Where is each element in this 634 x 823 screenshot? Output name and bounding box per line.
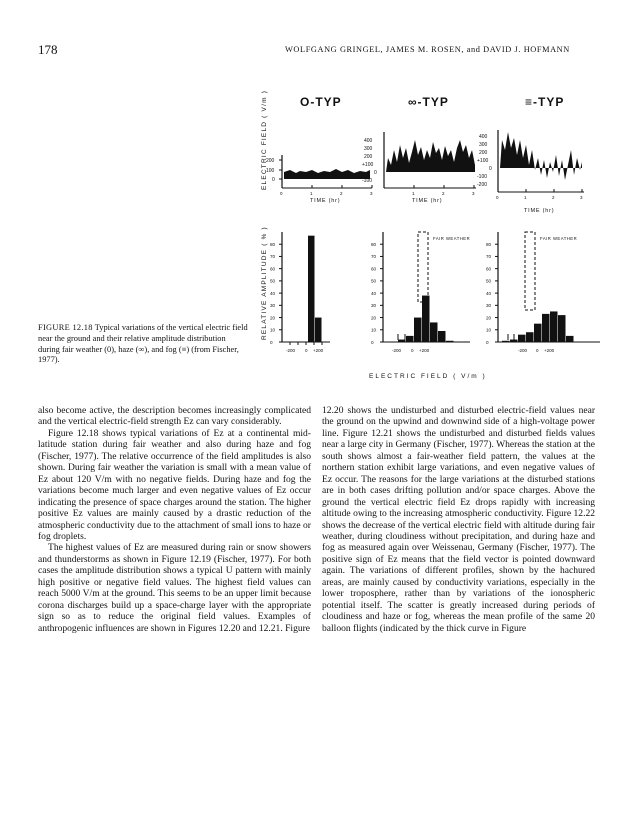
h1-xtick: 0 — [305, 348, 308, 353]
hist-ytick-label: 80 — [486, 242, 492, 248]
histogram-bar — [446, 341, 454, 342]
h1-xtick: -200 — [286, 348, 296, 353]
p1-time-tick: 1 — [310, 191, 313, 196]
hist-ytick-label: 50 — [270, 278, 276, 284]
p2-ytick: 400 — [364, 138, 373, 144]
hist-ytick-label: 60 — [270, 266, 276, 272]
time-series-panel-2 — [362, 132, 476, 204]
hist-ytick-label: 30 — [371, 303, 377, 309]
p3-ytick: 0 — [489, 166, 492, 172]
histogram-bar — [422, 296, 430, 342]
figure-caption-text: Typical variations of the vertical electric field near the ground and their relative amplitude distribution during fair weather (0), haze (∞), and fog (≡) (from Fischer, 1977). — [38, 323, 248, 365]
hist-ytick-label: 30 — [270, 303, 276, 309]
hist-ytick-label: 30 — [486, 303, 492, 309]
p3-ytick: -100 — [477, 174, 488, 180]
hist-ytick-label: 10 — [371, 327, 377, 333]
paragraph: also become active, the description becomes increasingly complicated and the vertical electric-field strength Ez can vary considerably. — [38, 405, 311, 428]
hist-ytick-label: 20 — [486, 315, 492, 321]
title-haze-typ: ∞-TYP — [408, 95, 449, 109]
histogram-bar — [526, 332, 534, 342]
histogram-bar — [558, 315, 566, 342]
histogram-panel-1-axes — [282, 232, 330, 353]
p2-ytick: -100 — [362, 178, 373, 184]
h3-xtick: -200 — [518, 348, 528, 353]
p3-time-tick: 3 — [580, 195, 583, 200]
h2-xtick: 0 — [411, 348, 414, 353]
body-column-right — [322, 405, 595, 634]
p1-ytick: 200 — [266, 158, 275, 164]
p3-ytick: 400 — [479, 134, 488, 140]
h2-fair-weather-label: FAIR WEATHER — [433, 236, 471, 241]
hist-ytick-label: 40 — [371, 290, 377, 296]
p3-ytick: 200 — [479, 150, 488, 156]
title-fog-typ: ≡-TYP — [525, 95, 565, 109]
p1-ytick: 0 — [272, 177, 275, 183]
body-column-left — [38, 405, 311, 634]
page-number: 178 — [38, 42, 58, 57]
figure-caption — [38, 323, 248, 366]
top-ylabel: ELECTRIC FIELD ( V/m ) — [261, 89, 268, 190]
hist-ytick-label: 80 — [371, 242, 377, 248]
histogram-bar — [414, 318, 422, 342]
bottom-ylabel: RELATIVE AMPLITUDE ( % ) — [261, 226, 268, 340]
histogram-bar — [430, 322, 438, 342]
p3-time-tick: 0 — [496, 195, 499, 200]
p3-time-label: TIME (hr) — [524, 208, 555, 214]
p2-ytick: 0 — [374, 170, 377, 176]
hist-ytick-label: 60 — [486, 266, 492, 272]
histogram-bar — [406, 336, 414, 342]
p3-time-tick: 1 — [524, 195, 527, 200]
histogram-bar — [308, 236, 315, 342]
hist-ytick-label: 0 — [270, 339, 273, 345]
hist-ytick-label: 0 — [486, 339, 489, 345]
h2-xtick: -200 — [392, 348, 402, 353]
hist-ytick-label: 20 — [270, 315, 276, 321]
hist-ytick-label: 40 — [270, 290, 276, 296]
title-o-typ: O-TYP — [300, 95, 342, 109]
p3-ytick: +100 — [477, 158, 489, 164]
hist-ytick-label: 20 — [371, 315, 377, 321]
paragraph: Figure 12.18 shows typical variations of Ez at a continental mid-latitude station during fair weather and also during haze and fog (Fischer, 1977). The relative occurrence of the field amplitudes is also shown. During fair weather the variation is small with a mean value of Ez about 120 V/m with no negative fields. During haze and fog the variations become much larger and even negative values of Ez occur indicating the presence of space charges around the station. The higher positive Ez values are mainly caused by a drastic reduction of the atmospheric conductivity due to the attachment of small ions to haze or fog droplets. — [38, 427, 311, 542]
histogram-bar — [438, 331, 446, 342]
p2-time-tick: 3 — [472, 191, 475, 196]
hist-ytick-label: 70 — [270, 254, 276, 260]
histogram-bar — [566, 336, 574, 342]
p2-time-label: TIME (hr) — [412, 198, 443, 204]
p3-ytick: -200 — [477, 182, 488, 188]
paragraph: The highest values of Ez are measured during rain or snow showers and thunderstorms as shown in Figure 12.19 (Fischer, 1977). For both cases the amplitude distribution shows a typical U pattern with mainly high positive or negative field values. The highest field values can reach 5000 V/m at the ground. This seems to be an upper limit because corona discharges build up a space-charge layer with the appropriate sign so as to reduce the original field values. Examples of anthropogenic influences are shown in Figures 12.20 and 12.21. Figure — [38, 542, 311, 634]
p1-time-tick: 2 — [340, 191, 343, 196]
histogram-bar — [510, 340, 518, 342]
p2-ytick: +100 — [362, 162, 374, 168]
histogram-bar — [502, 341, 510, 342]
histogram-bar — [315, 318, 322, 342]
hist-ytick-label: 50 — [371, 278, 377, 284]
running-header-authors: WOLFGANG GRINGEL, JAMES M. ROSEN, and DAVID J. HOFMANN — [285, 45, 570, 54]
hist-ytick-label: 60 — [371, 266, 377, 272]
histogram-bar — [398, 340, 406, 342]
h1-xtick: +200 — [313, 348, 324, 353]
h3-xtick: +200 — [544, 348, 555, 353]
bottom-xlabel: ELECTRIC FIELD ( V/m ) — [369, 373, 487, 380]
paragraph: 12.20 shows the undisturbed and disturbed electric-field values near the ground on the upwind and downwind side of a high-voltage power line. Figure 12.21 shows the undisturbed and disturbed fields values near a large city in Germany (Fischer, 1977). Whereas the station at the south shows almost a fair-weather field pattern, the values at the northern station exhibit large variations, and even negative values of Ez occur. The reasons for the large variations at the disturbed stations are in both cases drifting pollution and/or space charges. Above the ground the vertical electric field Ez drops rapidly with increasing altitude owing to the increasing atmospheric conductivity. Figure 12.22 shows the decrease of the vertical electric field with altitude during fair weather, during cloudiness without precipitation, and during haze and fog as measured again over Weissenau, Germany (Fischer, 1977). The positive sign of Ez means that the field vector is pointed downward again. The variations of different profiles, shown by the hachured areas, are mainly caused by conductivity variations, especially in the lower troposphere, rather than by variations of the ionospheric potential itself. The scatter is greatly increased during periods of cloudiness and haze or fog, whereas the mean profile of the same 20 balloon flights (indicated by the thick curve in Figure — [322, 405, 595, 634]
figure-caption-number: FIGURE 12.18 — [38, 323, 93, 332]
histogram-bar — [550, 311, 558, 342]
p3-time-tick: 2 — [552, 195, 555, 200]
time-series-panel-1 — [266, 155, 373, 204]
h2-xtick: +200 — [419, 348, 430, 353]
hist-ytick-label: 80 — [270, 242, 276, 248]
hist-ytick-label: 0 — [371, 339, 374, 345]
p2-time-tick: 2 — [442, 191, 445, 196]
histogram-bar — [518, 335, 526, 342]
p1-time-tick: 0 — [280, 191, 283, 196]
p2-ytick: 300 — [364, 146, 373, 152]
p1-ytick: 100 — [266, 168, 275, 174]
h3-xtick: 0 — [536, 348, 539, 353]
p2-ytick: 200 — [364, 154, 373, 160]
p2-time-tick: 1 — [412, 191, 415, 196]
hist-ytick-label: 70 — [486, 254, 492, 260]
time-series-panel-3 — [477, 130, 584, 214]
hist-ytick-label: 70 — [371, 254, 377, 260]
histogram-bar — [534, 324, 542, 342]
hist-ytick-label: 10 — [270, 327, 276, 333]
hist-ytick-label: 40 — [486, 290, 492, 296]
hist-ytick-label: 50 — [486, 278, 492, 284]
h3-fair-weather-label: FAIR WEATHER — [540, 236, 578, 241]
hist-ytick-label: 10 — [486, 327, 492, 333]
p3-ytick: 300 — [479, 142, 488, 148]
p1-time-tick: 3 — [370, 191, 373, 196]
histogram-bar — [542, 314, 550, 342]
p1-time-label: TIME (hr) — [310, 198, 341, 204]
